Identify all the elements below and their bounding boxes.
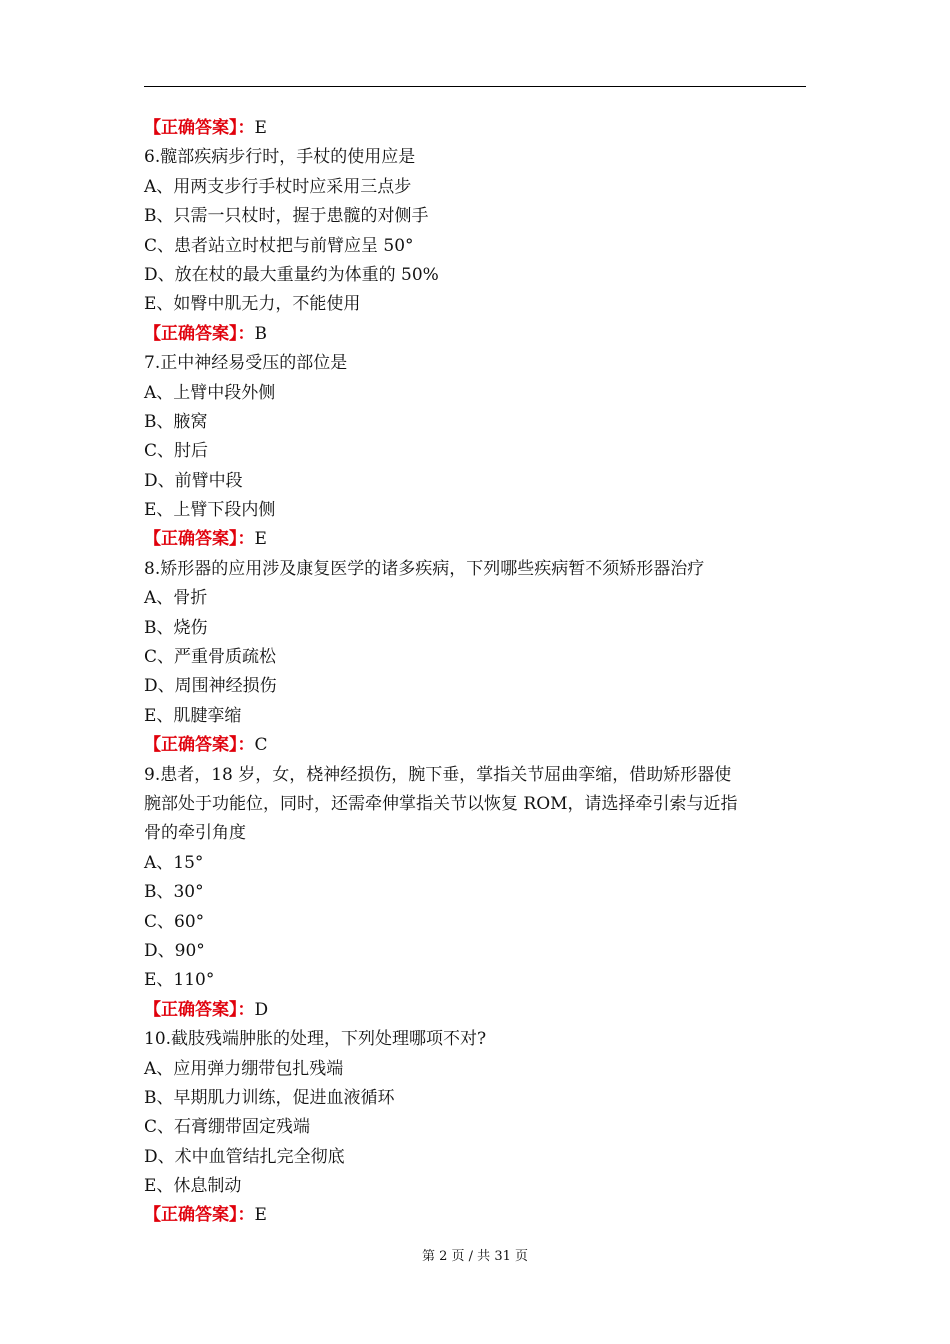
question-stem-line: 骨的牵引角度 [144,823,246,844]
option-c: C、60° [144,911,205,932]
option-a: A、应用弹力绷带包扎残端 [144,1058,344,1079]
option-a: A、骨折 [144,588,208,609]
option-e: E、如臀中肌无力，不能使用 [144,294,361,315]
option-e: E、肌腱挛缩 [144,705,242,726]
question-stem: 10.截肢残端肿胀的处理，下列处理哪项不对? [144,1029,487,1050]
answer-line [144,1201,809,1230]
option-b: B、30° [144,882,204,903]
answer-label: 【正确答案】： [144,118,255,138]
answer-line [144,996,809,1025]
option-d: D、90° [144,940,205,961]
answer-line [144,114,809,143]
answer-label: 【正确答案】： [144,1205,255,1226]
option-e: E、上臂下段内侧 [144,500,276,521]
option-c: C、患者站立时杖把与前臂应呈 50° [144,235,414,256]
answer-value: E [254,118,267,138]
question-list [144,114,809,1231]
answer-value: B [254,323,267,344]
page-footer: 第 2 页 / 共 31 页 [422,1249,528,1264]
option-c: C、严重骨质疏松 [144,647,277,668]
option-b: B、烧伤 [144,617,208,638]
option-b: B、只需一只杖时，握于患髋的对侧手 [144,206,429,227]
question-stem: 6.髋部疾病步行时，手杖的使用应是 [144,147,416,168]
option-d: D、周围神经损伤 [144,676,277,697]
option-a: A、上臂中段外侧 [144,382,276,403]
answer-value: E [254,529,267,550]
option-c: C、肘后 [144,441,209,462]
option-e: E、110° [144,970,215,991]
option-b: B、腋窝 [144,411,208,432]
option-d: D、术中血管结扎完全彻底 [144,1146,345,1167]
answer-label: 【正确答案】： [144,323,255,344]
answer-label: 【正确答案】： [144,529,255,550]
question-stem: 7.正中神经易受压的部位是 [144,353,348,374]
answer-line [144,320,809,349]
answer-line [144,731,809,760]
option-a: A、15° [144,852,204,873]
question-stem-line: 腕部处于功能位，同时，还需牵伸掌指关节以恢复 ROM，请选择牵引索与近指 [144,793,738,814]
option-e: E、休息制动 [144,1176,242,1197]
question-stem: 8.矫形器的应用涉及康复医学的诸多疾病，下列哪些疾病暂不须矫形器治疗 [144,558,705,579]
option-c: C、石膏绷带固定残端 [144,1117,311,1138]
answer-value: D [254,999,269,1020]
header-rule [144,86,806,87]
answer-label: 【正确答案】： [144,735,255,756]
answer-value: E [254,1205,267,1226]
question-stem-line: 9.患者，18 岁，女，桡神经损伤，腕下垂，掌指关节屈曲挛缩，借助矫形器使 [144,764,732,785]
answer-line [144,525,809,554]
option-b: B、早期肌力训练，促进血液循环 [144,1087,395,1108]
option-d: D、放在杖的最大重量约为体重的 50% [144,264,439,285]
answer-value: C [254,735,268,756]
option-d: D、前臂中段 [144,470,243,491]
option-a: A、用两支步行手杖时应采用三点步 [144,176,412,197]
answer-label: 【正确答案】： [144,999,255,1020]
